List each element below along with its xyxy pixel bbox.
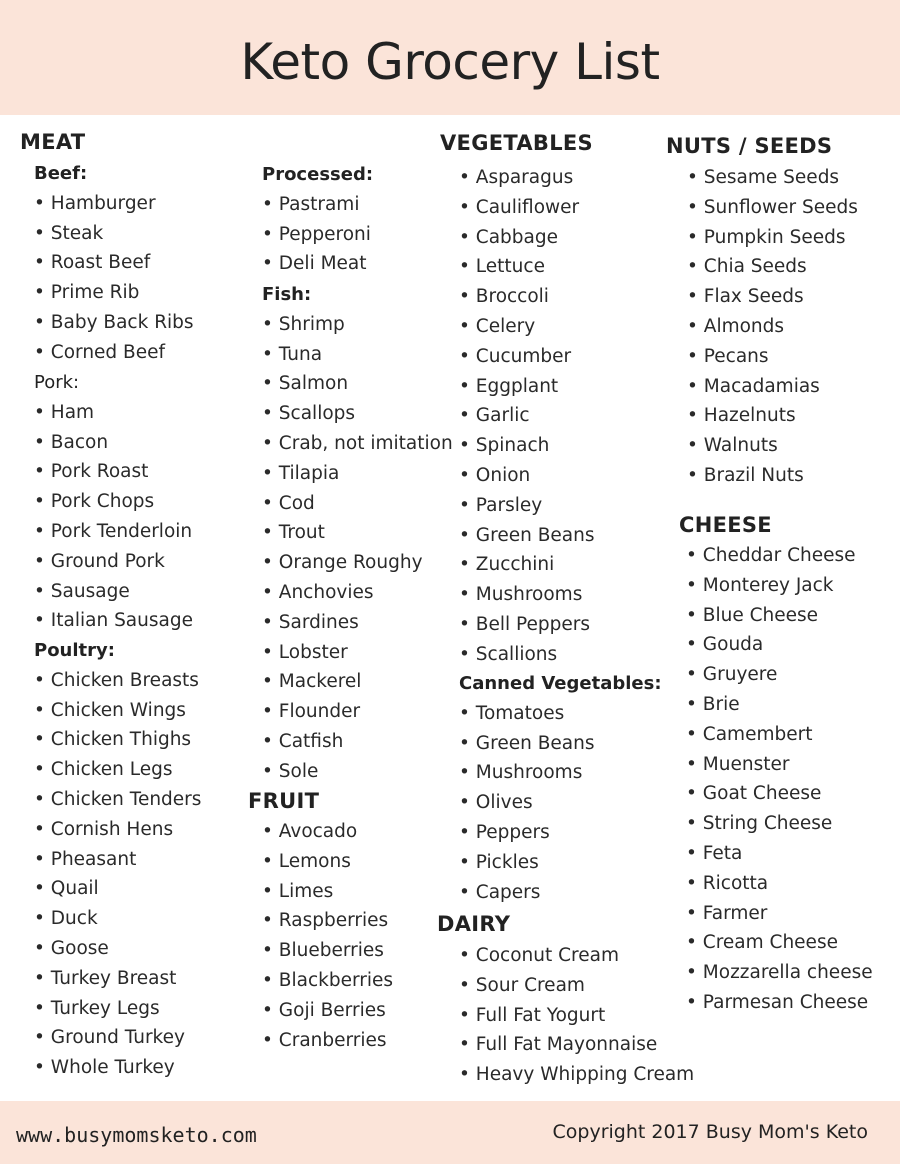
- fish-label: Fish:: [262, 284, 312, 305]
- dairy-section: [459, 941, 694, 1090]
- poultry-section: [34, 636, 201, 1083]
- list-item: • Full Fat Yogurt: [459, 1001, 694, 1031]
- list-item: • Brie: [686, 690, 873, 720]
- list-item: • Goose: [34, 934, 201, 964]
- list-item: • Green Beans: [459, 729, 662, 759]
- list-item: • Goji Berries: [262, 996, 393, 1026]
- list-item: • Roast Beef: [34, 248, 194, 278]
- list-item: • Garlic: [459, 401, 594, 431]
- list-item: • Sour Cream: [459, 971, 694, 1001]
- list-item: • Turkey Breast: [34, 964, 201, 994]
- pork-list: [34, 398, 193, 636]
- list-item: • Italian Sausage: [34, 606, 193, 636]
- beef-label: Beef:: [34, 163, 88, 184]
- list-item: • Tuna: [262, 340, 453, 370]
- list-item: • Baby Back Ribs: [34, 308, 194, 338]
- footer-banner: [0, 1101, 900, 1164]
- list-item: • Blueberries: [262, 936, 393, 966]
- list-item: • Asparagus: [459, 163, 594, 193]
- list-item: • Sardines: [262, 608, 453, 638]
- processed-label: Processed:: [262, 164, 374, 185]
- fruit-section: [262, 817, 393, 1055]
- list-item: • Lettuce: [459, 252, 594, 282]
- list-item: • Turkey Legs: [34, 994, 201, 1024]
- list-item: • Ricotta: [686, 869, 873, 899]
- list-item: • Cream Cheese: [686, 928, 873, 958]
- list-item: • Cauliflower: [459, 193, 594, 223]
- nuts-seeds-section: [687, 163, 858, 491]
- list-item: • Cranberries: [262, 1026, 393, 1056]
- list-item: • Orange Roughy: [262, 548, 453, 578]
- list-item: • Onion: [459, 461, 594, 491]
- list-item: • Chicken Thighs: [34, 725, 201, 755]
- list-item: • Chicken Legs: [34, 755, 201, 785]
- vegetables-heading: VEGETABLES: [440, 131, 593, 155]
- list-item: • Limes: [262, 877, 393, 907]
- list-item: • Ground Turkey: [34, 1023, 201, 1053]
- list-item: • Lobster: [262, 638, 453, 668]
- list-item: • Chicken Wings: [34, 696, 201, 726]
- list-item: • Steak: [34, 219, 194, 249]
- list-item: • Mushrooms: [459, 758, 662, 788]
- nuts-seeds-heading: NUTS / SEEDS: [666, 134, 833, 158]
- list-item: • Scallops: [262, 399, 453, 429]
- list-item: • Hamburger: [34, 189, 194, 219]
- list-item: • Macadamias: [687, 372, 858, 402]
- list-item: • Hazelnuts: [687, 401, 858, 431]
- list-item: • Feta: [686, 839, 873, 869]
- canned-vegetables-list: [459, 699, 662, 908]
- list-item: • Chicken Tenders: [34, 785, 201, 815]
- header-banner: [0, 0, 900, 115]
- cheese-heading: CHEESE: [679, 513, 772, 537]
- list-item: • Chia Seeds: [687, 252, 858, 282]
- list-item: • Ham: [34, 398, 193, 428]
- list-item: • Broccoli: [459, 282, 594, 312]
- list-item: • Cheddar Cheese: [686, 541, 873, 571]
- list-item: • Scallions: [459, 640, 594, 670]
- list-item: • Sunflower Seeds: [687, 193, 858, 223]
- list-item: • Eggplant: [459, 372, 594, 402]
- list-item: • Tomatoes: [459, 699, 662, 729]
- list-item: • Mushrooms: [459, 580, 594, 610]
- vegetables-section: [459, 163, 594, 670]
- list-item: • Full Fat Mayonnaise: [459, 1030, 694, 1060]
- list-item: • Bell Peppers: [459, 610, 594, 640]
- list-item: • Corned Beef: [34, 338, 194, 368]
- list-item: • Anchovies: [262, 578, 453, 608]
- fish-list: [262, 310, 453, 787]
- fruit-list: [262, 817, 393, 1055]
- list-item: • Mozzarella cheese: [686, 958, 873, 988]
- dairy-list: [459, 941, 694, 1090]
- fruit-heading: FRUIT: [248, 789, 320, 813]
- list-item: • Green Beans: [459, 521, 594, 551]
- list-item: • Muenster: [686, 750, 873, 780]
- list-item: • Tilapia: [262, 459, 453, 489]
- canned-vegetables-section: [459, 669, 662, 907]
- list-item: • Pork Tenderloin: [34, 517, 193, 547]
- list-item: • Zucchini: [459, 550, 594, 580]
- dairy-heading: DAIRY: [437, 912, 511, 936]
- cheese-section: [686, 541, 873, 1018]
- list-item: • Pecans: [687, 342, 858, 372]
- list-item: • Gruyere: [686, 660, 873, 690]
- list-item: • Shrimp: [262, 310, 453, 340]
- list-item: • Farmer: [686, 899, 873, 929]
- list-item: • Flounder: [262, 697, 453, 727]
- list-item: • Brazil Nuts: [687, 461, 858, 491]
- list-item: • Salmon: [262, 369, 453, 399]
- list-item: • Pepperoni: [262, 220, 373, 250]
- list-item: • Sesame Seeds: [687, 163, 858, 193]
- list-item: • Lemons: [262, 847, 393, 877]
- list-item: • Raspberries: [262, 906, 393, 936]
- cheese-list: [686, 541, 873, 1018]
- list-item: • Sole: [262, 757, 453, 787]
- list-item: • Pickles: [459, 848, 662, 878]
- list-item: • Catfish: [262, 727, 453, 757]
- page-title: Keto Grocery List: [240, 32, 660, 91]
- fish-section: [262, 280, 453, 787]
- canned-vegetables-label: Canned Vegetables:: [459, 673, 662, 694]
- vegetables-list: [459, 163, 594, 670]
- list-item: • Ground Pork: [34, 547, 193, 577]
- pork-label: Pork:: [34, 372, 80, 393]
- list-item: • Cod: [262, 489, 453, 519]
- beef-list: [34, 189, 194, 368]
- list-item: • Gouda: [686, 630, 873, 660]
- list-item: • Parsley: [459, 491, 594, 521]
- list-item: • Capers: [459, 878, 662, 908]
- list-item: • Spinach: [459, 431, 594, 461]
- list-item: • Duck: [34, 904, 201, 934]
- copyright-text: Copyright 2017 Busy Mom's Keto: [552, 1121, 868, 1143]
- list-item: • Walnuts: [687, 431, 858, 461]
- list-item: • Pork Chops: [34, 487, 193, 517]
- list-item: • Celery: [459, 312, 594, 342]
- poultry-label: Poultry:: [34, 640, 115, 661]
- list-item: • Chicken Breasts: [34, 666, 201, 696]
- list-item: • Pork Roast: [34, 457, 193, 487]
- list-item: • String Cheese: [686, 809, 873, 839]
- processed-section: [262, 160, 373, 279]
- list-item: • Blue Cheese: [686, 601, 873, 631]
- list-item: • Blackberries: [262, 966, 393, 996]
- list-item: • Pumpkin Seeds: [687, 223, 858, 253]
- beef-section: [34, 159, 194, 368]
- list-item: • Pastrami: [262, 190, 373, 220]
- list-item: • Almonds: [687, 312, 858, 342]
- nuts-seeds-list: [687, 163, 858, 491]
- list-item: • Quail: [34, 874, 201, 904]
- list-item: • Olives: [459, 788, 662, 818]
- list-item: • Heavy Whipping Cream: [459, 1060, 694, 1090]
- list-item: • Sausage: [34, 577, 193, 607]
- processed-list: [262, 190, 373, 279]
- list-item: • Cucumber: [459, 342, 594, 372]
- list-item: • Prime Rib: [34, 278, 194, 308]
- poultry-list: [34, 666, 201, 1083]
- list-item: • Avocado: [262, 817, 393, 847]
- list-item: • Crab, not imitation: [262, 429, 453, 459]
- list-item: • Peppers: [459, 818, 662, 848]
- list-item: • Cornish Hens: [34, 815, 201, 845]
- list-item: • Mackerel: [262, 667, 453, 697]
- list-item: • Flax Seeds: [687, 282, 858, 312]
- pork-section: [34, 368, 193, 636]
- list-item: • Pheasant: [34, 845, 201, 875]
- list-item: • Trout: [262, 518, 453, 548]
- list-item: • Camembert: [686, 720, 873, 750]
- meat-heading: MEAT: [20, 130, 86, 154]
- website-url: www.busymomsketo.com: [16, 1123, 257, 1147]
- list-item: • Whole Turkey: [34, 1053, 201, 1083]
- list-item: • Deli Meat: [262, 249, 373, 279]
- list-item: • Parmesan Cheese: [686, 988, 873, 1018]
- list-item: • Monterey Jack: [686, 571, 873, 601]
- list-item: • Cabbage: [459, 223, 594, 253]
- list-item: • Bacon: [34, 428, 193, 458]
- list-item: • Coconut Cream: [459, 941, 694, 971]
- list-item: • Goat Cheese: [686, 779, 873, 809]
